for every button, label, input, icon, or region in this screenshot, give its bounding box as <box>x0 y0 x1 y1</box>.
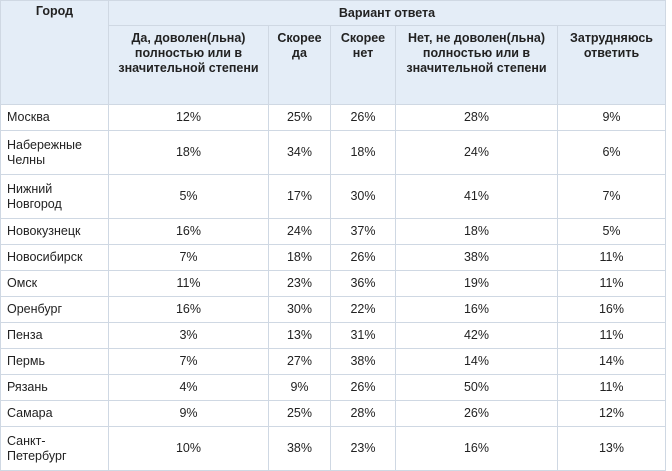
value-cell: 41% <box>396 175 558 219</box>
value-cell: 3% <box>109 323 269 349</box>
value-cell: 10% <box>109 427 269 471</box>
value-cell: 26% <box>331 105 396 131</box>
city-cell: Санкт-Петербург <box>1 427 109 471</box>
city-cell: Рязань <box>1 375 109 401</box>
value-cell: 38% <box>269 427 331 471</box>
table-row <box>1 375 666 401</box>
value-cell: 14% <box>558 349 666 375</box>
value-cell: 30% <box>331 175 396 219</box>
table-row <box>1 175 666 219</box>
header-row-top <box>1 1 666 26</box>
value-cell: 36% <box>331 271 396 297</box>
value-cell: 28% <box>331 401 396 427</box>
value-cell: 18% <box>396 219 558 245</box>
value-cell: 37% <box>331 219 396 245</box>
city-cell: Пермь <box>1 349 109 375</box>
value-cell: 26% <box>396 401 558 427</box>
column-header-rather-yes: Скорее да <box>269 26 331 105</box>
value-cell: 5% <box>109 175 269 219</box>
value-cell: 7% <box>558 175 666 219</box>
value-cell: 30% <box>269 297 331 323</box>
value-cell: 11% <box>558 375 666 401</box>
value-cell: 9% <box>109 401 269 427</box>
value-cell: 38% <box>396 245 558 271</box>
value-cell: 12% <box>109 105 269 131</box>
city-cell: Нижний Новгород <box>1 175 109 219</box>
table-row <box>1 105 666 131</box>
value-cell: 4% <box>109 375 269 401</box>
value-cell: 25% <box>269 401 331 427</box>
city-cell: Оренбург <box>1 297 109 323</box>
value-cell: 23% <box>331 427 396 471</box>
value-cell: 50% <box>396 375 558 401</box>
city-cell: Новокузнецк <box>1 219 109 245</box>
value-cell: 42% <box>396 323 558 349</box>
value-cell: 14% <box>396 349 558 375</box>
table-body <box>1 105 666 471</box>
value-cell: 31% <box>331 323 396 349</box>
value-cell: 11% <box>558 271 666 297</box>
value-cell: 19% <box>396 271 558 297</box>
value-cell: 16% <box>396 427 558 471</box>
value-cell: 13% <box>558 427 666 471</box>
value-cell: 34% <box>269 131 331 175</box>
value-cell: 11% <box>109 271 269 297</box>
column-header-rather-no: Скорее нет <box>331 26 396 105</box>
table-row <box>1 401 666 427</box>
value-cell: 11% <box>558 323 666 349</box>
value-cell: 22% <box>331 297 396 323</box>
city-cell: Самара <box>1 401 109 427</box>
value-cell: 38% <box>331 349 396 375</box>
value-cell: 17% <box>269 175 331 219</box>
city-cell: Набережные Челны <box>1 131 109 175</box>
value-cell: 7% <box>109 349 269 375</box>
value-cell: 18% <box>109 131 269 175</box>
column-header-fully-satisfied: Да, доволен(льна) полностью или в значительной степени <box>109 26 269 105</box>
value-cell: 18% <box>331 131 396 175</box>
table-row <box>1 271 666 297</box>
value-cell: 27% <box>269 349 331 375</box>
column-header-not-satisfied: Нет, не доволен(льна) полностью или в значительной степени <box>396 26 558 105</box>
value-cell: 18% <box>269 245 331 271</box>
value-cell: 16% <box>109 219 269 245</box>
table-row <box>1 245 666 271</box>
value-cell: 24% <box>396 131 558 175</box>
city-cell: Новосибирск <box>1 245 109 271</box>
answer-group-header: Вариант ответа <box>109 1 666 26</box>
value-cell: 12% <box>558 401 666 427</box>
table-header <box>1 1 666 105</box>
table-row <box>1 427 666 471</box>
city-cell: Омск <box>1 271 109 297</box>
table-row <box>1 219 666 245</box>
value-cell: 9% <box>558 105 666 131</box>
value-cell: 28% <box>396 105 558 131</box>
table-row <box>1 131 666 175</box>
value-cell: 26% <box>331 375 396 401</box>
value-cell: 26% <box>331 245 396 271</box>
value-cell: 23% <box>269 271 331 297</box>
value-cell: 6% <box>558 131 666 175</box>
value-cell: 9% <box>269 375 331 401</box>
table-row <box>1 349 666 375</box>
column-header-hard-to-say: Затрудняюсь ответить <box>558 26 666 105</box>
city-column-header: Город <box>1 1 109 105</box>
table-row <box>1 323 666 349</box>
value-cell: 11% <box>558 245 666 271</box>
value-cell: 13% <box>269 323 331 349</box>
value-cell: 5% <box>558 219 666 245</box>
value-cell: 16% <box>558 297 666 323</box>
value-cell: 25% <box>269 105 331 131</box>
city-cell: Пенза <box>1 323 109 349</box>
value-cell: 16% <box>109 297 269 323</box>
value-cell: 16% <box>396 297 558 323</box>
city-cell: Москва <box>1 105 109 131</box>
table-row <box>1 297 666 323</box>
value-cell: 24% <box>269 219 331 245</box>
value-cell: 7% <box>109 245 269 271</box>
